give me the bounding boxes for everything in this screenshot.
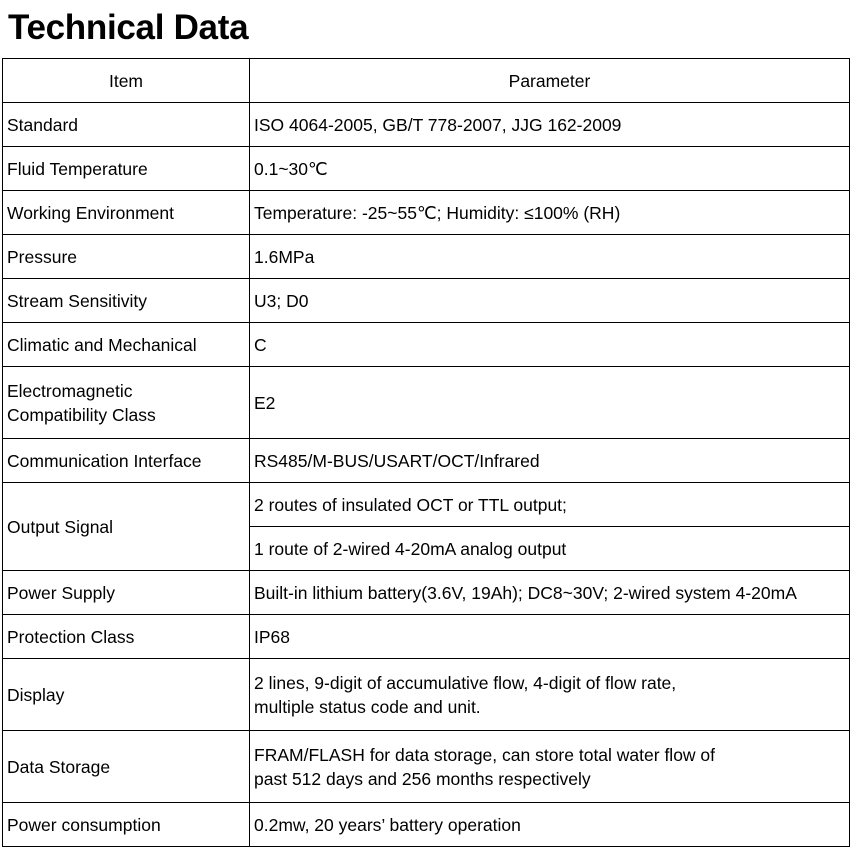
technical-data-table [2,58,850,847]
header-parameter: Parameter [250,59,850,103]
table-row [3,571,850,615]
table-row [3,279,850,323]
table-row [3,483,850,527]
row-item-stream-sensitivity: Stream Sensitivity [3,279,250,323]
row-item-electromagnetic [3,367,250,439]
table-header-row [3,59,850,103]
row-item-communication-interface: Communication Interface [3,439,250,483]
row-item-power-supply: Power Supply [3,571,250,615]
table-row [3,235,850,279]
row-item-power-consumption: Power consumption [3,803,250,847]
row-value-display-line2: multiple status code and unit. [254,696,481,717]
row-value-communication-interface: RS485/M-BUS/USART/OCT/Infrared [250,439,850,483]
row-item-standard: Standard [3,103,250,147]
row-item-protection-class: Protection Class [3,615,250,659]
table-row [3,731,850,803]
table-row [3,103,850,147]
table-row [3,147,850,191]
row-value-electromagnetic: E2 [250,367,850,439]
row-item-output-signal: Output Signal [3,483,250,571]
row-value-power-consumption: 0.2mw, 20 years’ battery operation [250,803,850,847]
row-value-stream-sensitivity: U3; D0 [250,279,850,323]
row-value-fluid-temperature: 0.1~30℃ [250,147,850,191]
row-value-power-supply: Built-in lithium battery(3.6V, 19Ah); DC8~30V; 2-wired system 4-20mA [250,571,850,615]
table-row [3,367,850,439]
row-value-data-storage-line1: FRAM/FLASH for data storage, can store total water flow of [254,744,716,765]
row-item-electromagnetic-line2: Compatibility Class [7,404,156,425]
row-value-protection-class: IP68 [250,615,850,659]
row-value-climatic-mechanical: C [250,323,850,367]
header-item: Item [3,59,250,103]
row-item-data-storage: Data Storage [3,731,250,803]
row-item-pressure: Pressure [3,235,250,279]
table-row [3,615,850,659]
row-value-output-signal-2: 1 route of 2-wired 4-20mA analog output [250,527,850,571]
table-row [3,659,850,731]
table-row [3,323,850,367]
table-row [3,439,850,483]
row-value-standard: ISO 4064-2005, GB/T 778-2007, JJG 162-2009 [250,103,850,147]
table-row [3,191,850,235]
page-title: Technical Data [8,8,249,47]
row-value-pressure: 1.6MPa [250,235,850,279]
row-value-data-storage [250,731,850,803]
row-value-output-signal-1: 2 routes of insulated OCT or TTL output; [250,483,850,527]
row-item-climatic-mechanical: Climatic and Mechanical [3,323,250,367]
row-value-display-line1: 2 lines, 9-digit of accumulative flow, 4-digit of flow rate, [254,672,677,693]
row-item-electromagnetic-line1: Electromagnetic [7,380,133,401]
row-value-working-environment: Temperature: -25~55℃; Humidity: ≤100% (RH) [250,191,850,235]
row-value-data-storage-line2: past 512 days and 256 months respectively [254,768,591,789]
row-item-display: Display [3,659,250,731]
row-value-display [250,659,850,731]
row-item-working-environment: Working Environment [3,191,250,235]
row-item-fluid-temperature: Fluid Temperature [3,147,250,191]
table-row [3,803,850,847]
